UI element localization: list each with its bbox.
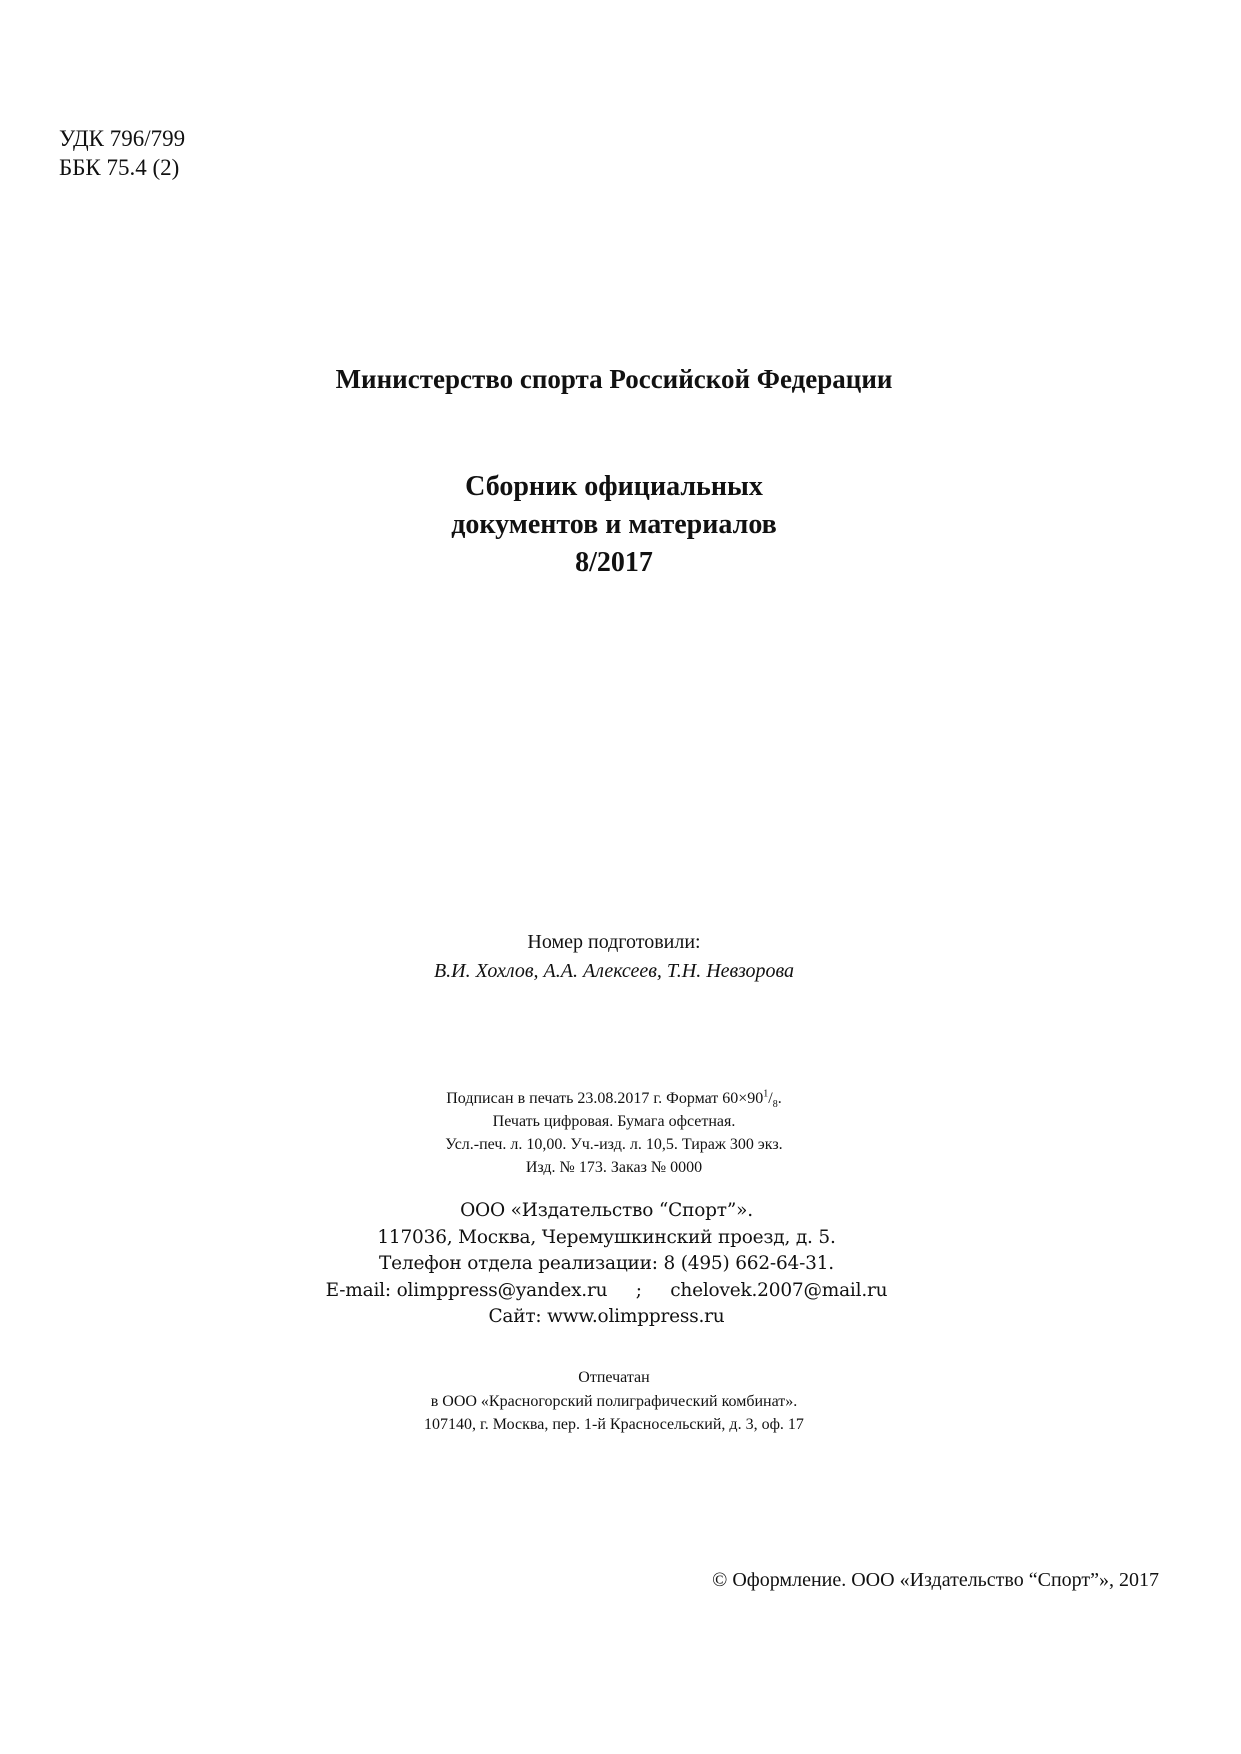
copyright-notice: © Оформление. ООО «Издательство “Спорт”», 2017 <box>712 1569 1159 1591</box>
title-line-1: Сборник официальных <box>465 471 763 502</box>
signed-suffix: . <box>777 1090 782 1107</box>
classification-codes <box>59 124 185 182</box>
format-slash: / <box>768 1090 773 1107</box>
imprint-block <box>0 1087 1228 1179</box>
ministry-heading <box>0 362 1228 396</box>
prepared-label: Номер подготовили: <box>527 931 701 953</box>
issue-number: 8/2017 <box>575 547 653 578</box>
printed-by-block <box>0 1366 1228 1437</box>
email-link-1[interactable]: olimppress@yandex.ru <box>396 1279 608 1301</box>
printer-company: в ООО «Красногорский полиграфический комбинат». <box>430 1392 798 1410</box>
publisher-email-line <box>0 1278 1213 1305</box>
publisher-address: 117036, Москва, Черемушкинский проезд, д. 5. <box>377 1226 836 1248</box>
sheets-info: Усл.-печ. л. 10,00. Уч.-изд. л. 10,5. Тираж 300 экз. <box>445 1136 783 1153</box>
authors-list: В.И. Хохлов, А.А. Алексеев, Т.Н. Невзорова <box>433 960 795 982</box>
signed-to-print <box>0 1087 1228 1110</box>
prepared-by-block <box>0 928 1228 986</box>
order-info: Изд. № 173. Заказ № 0000 <box>525 1159 703 1176</box>
collection-title <box>0 468 1228 582</box>
printed-label: Отпечатан <box>578 1369 650 1386</box>
ministry-name: Министерство спорта Российской Федерации <box>335 364 893 394</box>
bbk-code: ББК 75.4 (2) <box>59 155 180 180</box>
publisher-site[interactable]: Сайт: www.olimppress.ru <box>488 1306 725 1327</box>
print-type: Печать цифровая. Бумага офсетная. <box>492 1113 736 1130</box>
publisher-phone: Телефон отдела реализации: 8 (495) 662-64-31. <box>379 1253 834 1274</box>
format-numerator: 1 <box>763 1088 769 1100</box>
format-denominator: 8 <box>772 1099 778 1111</box>
email-label: E-mail: <box>325 1279 397 1301</box>
udk-code: УДК 796/799 <box>59 126 186 151</box>
publisher-block <box>0 1198 1213 1331</box>
email-separator: ; <box>607 1279 671 1301</box>
email-link-2[interactable]: chelovek.2007@mail.ru <box>670 1279 888 1301</box>
publisher-name: ООО «Издательство “Спорт”». <box>460 1200 753 1221</box>
title-line-2: документов и материалов <box>451 509 777 540</box>
printer-address: 107140, г. Москва, пер. 1-й Красносельский, д. 3, оф. 17 <box>424 1416 804 1433</box>
signed-text: Подписан в печать 23.08.2017 г. Формат 60×90 <box>446 1090 764 1107</box>
